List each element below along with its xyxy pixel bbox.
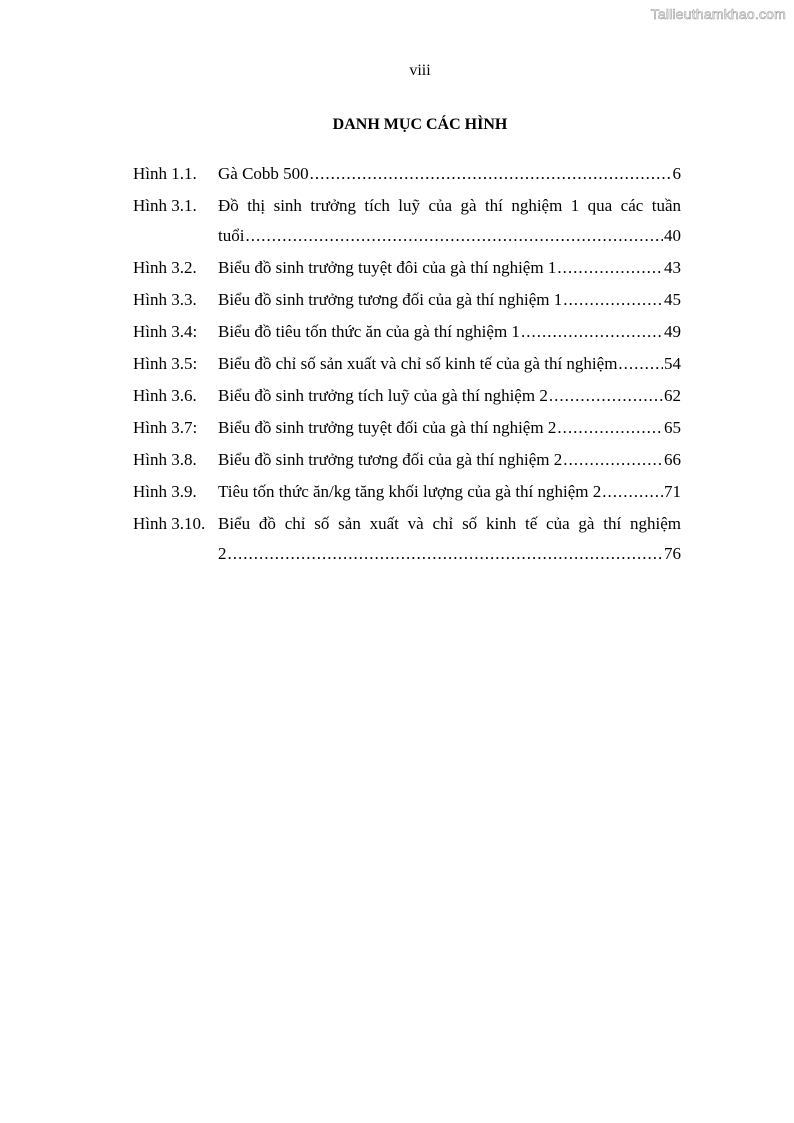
figure-number: Hình 3.5: — [133, 354, 198, 373]
figure-number: Hình 3.7: — [133, 418, 198, 437]
figure-title: Tiêu tốn thức ăn/kg tăng khối lượng của gà thí nghiệm 2 — [218, 482, 602, 501]
figure-title: 2 — [218, 544, 227, 563]
page-reference: 54 — [664, 354, 681, 373]
figure-title: Gà Cobb 500 — [218, 164, 309, 183]
figure-list — [133, 159, 681, 571]
figure-entry[interactable] — [133, 191, 681, 251]
page-reference: 71 — [664, 482, 681, 501]
figure-number: Hình 3.2. — [133, 258, 197, 277]
page-reference: 62 — [664, 386, 681, 405]
dot-leader — [521, 317, 663, 347]
page-number: viii — [409, 62, 431, 79]
figure-title: Biểu đồ chỉ số sản xuất và chỉ số kinh tế của gà thí nghiệm — [218, 354, 618, 373]
page-reference: 49 — [664, 322, 681, 341]
figure-title-line: Biểu đồ chỉ số sản xuất và chỉ số kinh tế của gà thí nghiệm — [218, 514, 681, 533]
dot-leader — [549, 381, 663, 411]
page-reference: 66 — [664, 450, 681, 469]
figure-entry[interactable] — [133, 413, 681, 443]
dot-leader — [618, 349, 663, 379]
dot-leader — [557, 413, 663, 443]
page-reference: 40 — [664, 226, 681, 245]
page-reference: 76 — [664, 544, 681, 563]
page-title: DANH MỤC CÁC HÌNH — [332, 116, 508, 133]
figure-title: Biểu đồ tiêu tốn thức ăn của gà thí nghiệm 1 — [218, 322, 520, 341]
figure-number: Hình 3.1. — [133, 196, 197, 215]
figure-title: Biểu đồ sinh trưởng tuyệt đôi của gà thí nghiệm 1 — [218, 258, 557, 277]
figure-entry[interactable] — [133, 349, 681, 379]
figure-title: Biểu đồ sinh trưởng tương đối của gà thí nghiệm 1 — [218, 290, 563, 309]
figure-title-line: Đồ thị sinh trưởng tích luỹ của gà thí nghiệm 1 qua các tuần — [218, 196, 681, 215]
figure-number: Hình 3.6. — [133, 386, 197, 405]
dot-leader — [228, 539, 664, 569]
dot-leader — [602, 477, 663, 507]
dot-leader — [563, 445, 663, 475]
figure-title: tuổi — [218, 226, 245, 245]
dot-leader — [245, 221, 663, 251]
figure-entry[interactable] — [133, 445, 681, 475]
dot-leader — [310, 159, 672, 189]
figure-number: Hình 1.1. — [133, 164, 197, 183]
figure-number: Hình 3.9. — [133, 482, 197, 501]
figure-entry[interactable] — [133, 317, 681, 347]
dot-leader — [557, 253, 663, 283]
figure-number: Hình 3.4: — [133, 322, 198, 341]
page-reference: 65 — [664, 418, 681, 437]
dot-leader — [563, 285, 663, 315]
figure-entry[interactable] — [133, 381, 681, 411]
page-reference: 6 — [672, 164, 681, 183]
figure-entry[interactable] — [133, 285, 681, 315]
page-reference: 45 — [664, 290, 681, 309]
figure-entry[interactable] — [133, 477, 681, 507]
figure-title: Biểu đồ sinh trưởng tích luỹ của gà thí nghiệm 2 — [218, 386, 548, 405]
figure-entry[interactable] — [133, 253, 681, 283]
figure-entry[interactable] — [133, 159, 681, 189]
figure-number: Hình 3.10. — [133, 514, 206, 533]
watermark: Tailieuthamkhao.com — [650, 6, 786, 22]
figure-title: Biểu đồ sinh trưởng tuyệt đối của gà thí nghiệm 2 — [218, 418, 557, 437]
figure-entry[interactable] — [133, 509, 681, 569]
figure-title: Biểu đồ sinh trưởng tương đối của gà thí nghiệm 2 — [218, 450, 563, 469]
figure-number: Hình 3.3. — [133, 290, 197, 309]
page-reference: 43 — [664, 258, 681, 277]
figure-number: Hình 3.8. — [133, 450, 197, 469]
